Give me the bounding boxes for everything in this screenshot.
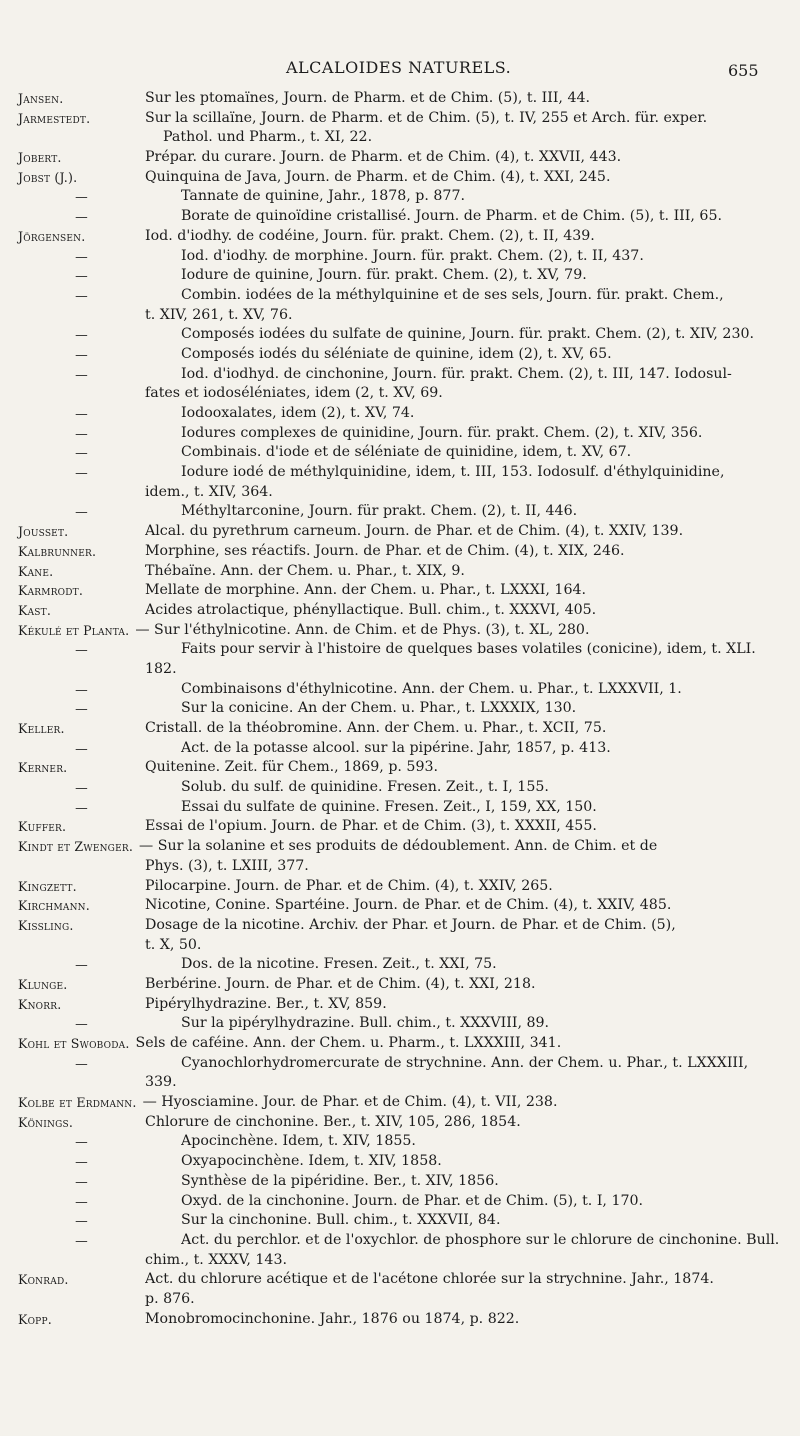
entry-text: Composés iodées du sulfate de quinine, Journ. für. prakt. Chem. (2), t. XIV, 230. [181, 326, 755, 343]
ditto-dash: — [75, 406, 88, 421]
bibliography-entry [18, 1015, 790, 1033]
entry-text: Dos. de la nicotine. Fresen. Zeit., t. XXI, 75. [181, 956, 497, 973]
ditto-dash: — [75, 189, 88, 205]
bibliography-entry [18, 956, 790, 974]
entry-text: Thébaïne. Ann. der Chem. u. Phar., t. XIX, 9. [145, 562, 465, 579]
entry-text: Quitenine. Zeit. für Chem., 1869, p. 593. [145, 759, 439, 776]
author-name: Jousset. [18, 524, 69, 540]
author-name: Kindt et Zwenger. [18, 839, 134, 855]
bibliography-entry [18, 1094, 790, 1112]
entry-text: Sur la conicine. An der Chem. u. Phar., t. LXXXIX, 130. [181, 700, 577, 717]
bibliography-entry [18, 1311, 790, 1329]
entry-continuation: idem., t. XIV, 364. [145, 483, 273, 500]
bibliography-entry [18, 149, 790, 167]
bibliography-list [18, 90, 790, 1330]
entry-text: Alcal. du pyrethrum carneum. Journ. de Phar. et de Chim. (4), t. XXIV, 139. [145, 523, 684, 540]
bibliography-entry [18, 188, 790, 206]
entry-text: Acides atrolactique, phényllactique. Bull. chim., t. XXXVI, 405. [145, 601, 597, 618]
bibliography-entry [18, 543, 790, 561]
entry-continuation: chim., t. XXXV, 143. [145, 1251, 287, 1268]
bibliography-entry [18, 700, 790, 718]
ditto-dash: — [75, 268, 88, 284]
bibliography-entry [18, 267, 790, 285]
entry-text: Composés iodés du séléniate de quinine, idem (2), t. XV, 65. [181, 345, 612, 362]
page-header [0, 58, 800, 84]
bibliography-entry [18, 208, 790, 226]
bibliography-entry [18, 1193, 790, 1211]
entry-text: Faits pour servir à l'histoire de quelques bases volatiles (conicine), idem, t. XLI. [181, 641, 756, 658]
bibliography-entry [18, 720, 790, 738]
bibliography-entry [18, 759, 790, 777]
entry-text: Mellate de morphine. Ann. der Chem. u. Phar., t. LXXXI, 164. [145, 582, 587, 599]
bibliography-entry [18, 582, 790, 600]
author-name: Knorr. [18, 996, 62, 1012]
bibliography-entry [18, 1271, 790, 1289]
bibliography-entry [18, 563, 790, 581]
author-name: Kohl et Swoboda. [18, 1036, 130, 1051]
entry-text: Solub. du sulf. de quinidine. Fresen. Zeit., t. I, 155. [181, 779, 549, 796]
bibliography-entry [18, 523, 790, 541]
entry-continuation: t. X, 50. [145, 936, 202, 953]
entry-continuation: Pathol. und Pharm., t. XI, 22. [163, 129, 373, 146]
author-name: Jörgensen. [18, 228, 86, 244]
ditto-dash: — [75, 1232, 88, 1248]
author-name: Kékulé et Planta. [18, 622, 130, 638]
bibliography-entry [18, 602, 790, 620]
ditto-dash: — [75, 799, 88, 815]
bibliography-entry [18, 228, 790, 246]
bibliography-entry [18, 326, 790, 344]
bibliography-entry [18, 996, 790, 1014]
bibliography-entry [18, 622, 790, 640]
bibliography-entry [18, 110, 790, 128]
bibliography-entry [18, 1212, 790, 1230]
entry-text: Essai du sulfate de quinine. Fresen. Zeit., I, 159, XX, 150. [181, 798, 597, 815]
bibliography-entry [18, 641, 790, 659]
author-name: Jobert. [18, 150, 62, 166]
bibliography-entry [18, 366, 790, 384]
bibliography-entry [18, 1035, 790, 1053]
bibliography-entry [18, 287, 790, 305]
author-name: Könings. [18, 1114, 74, 1130]
entry-text: Iodures complexes de quinidine, Journ. für. prakt. Chem. (2), t. XIV, 356. [181, 424, 703, 441]
entry-continuation: 339. [145, 1074, 177, 1091]
entry-text: Pipérylhydrazine. Ber., t. XV, 859. [145, 995, 387, 1012]
entry-text: Act. du chlorure acétique et de l'acétone chlorée sur la strychnine. Jahr., 1874. [145, 1271, 714, 1288]
author-name: Klunge. [18, 976, 68, 992]
bibliography-entry [18, 897, 790, 915]
ditto-dash: — [75, 327, 88, 343]
bibliography-entry [18, 503, 790, 521]
author-name: Konrad. [18, 1272, 69, 1288]
entry-continuation: p. 876. [145, 1290, 195, 1307]
ditto-dash: — [75, 1193, 88, 1209]
ditto-dash: — [75, 287, 88, 303]
entry-text: Act. du perchlor. et de l'oxychlor. de phosphore sur le chlorure de cinchonine. Bull. [181, 1231, 780, 1248]
entry-text: Cyanochlorhydromercurate de strychnine. Ann. der Chem. u. Phar., t. LXXXIII, [181, 1054, 749, 1071]
entry-text: — Sur l'éthylnicotine. Ann. de Chim. et de Phys. (3), t. XL, 280. [135, 621, 590, 638]
entry-text: Pilocarpine. Journ. de Phar. et de Chim. (4), t. XXIV, 265. [145, 877, 553, 894]
bibliography-entry [18, 799, 790, 817]
bibliography-entry [18, 444, 790, 462]
ditto-dash: — [75, 1016, 88, 1032]
author-name: Kirchmann. [18, 898, 90, 914]
bibliography-entry [18, 818, 790, 836]
ditto-dash: — [75, 642, 88, 658]
bibliography-entry [18, 1153, 790, 1171]
entry-text: Sur la cinchonine. Bull. chim., t. XXXVII, 84. [181, 1212, 501, 1229]
ditto-dash: — [75, 1154, 88, 1170]
entry-text: Combinaisons d'éthylnicotine. Ann. der Chem. u. Phar., t. LXXXVII, 1. [181, 680, 682, 697]
bibliography-entry [18, 976, 790, 994]
ditto-dash: — [75, 465, 88, 481]
bibliography-entry [18, 1173, 790, 1191]
author-name: Jansen. [18, 91, 64, 106]
ditto-dash: — [75, 445, 88, 461]
entry-text: Sur les ptomaïnes, Journ. de Pharm. et de Chim. (5), t. III, 44. [145, 90, 591, 106]
author-name: Jobst (J.). [18, 169, 78, 185]
ditto-dash: — [75, 366, 88, 382]
entry-text: Prépar. du curare. Journ. de Pharm. et de Chim. (4), t. XXVII, 443. [145, 149, 622, 166]
ditto-dash: — [75, 1173, 88, 1189]
bibliography-entry [18, 681, 790, 699]
entry-text: Iodure iodé de méthylquinidine, idem, t. III, 153. Iodosulf. d'éthylquinidine, [181, 464, 725, 481]
entry-text: Apocinchène. Idem, t. XIV, 1855. [181, 1133, 416, 1150]
entry-text: Sur la pipérylhydrazine. Bull. chim., t. XXXVIII, 89. [181, 1015, 550, 1032]
ditto-dash: — [75, 780, 88, 796]
entry-text: Sur la scillaïne, Journ. de Pharm. et de Chim. (5), t. IV, 255 et Arch. für. exper. [145, 109, 708, 126]
entry-text: Essai de l'opium. Journ. de Phar. et de Chim. (3), t. XXXII, 455. [145, 818, 597, 835]
entry-text: Quinquina de Java, Journ. de Pharm. et de Chim. (4), t. XXI, 245. [145, 168, 611, 185]
running-title: ALCALOIDES NATURELS. [286, 58, 512, 77]
entry-text: Oxyd. de la cinchonine. Journ. de Phar. et de Chim. (5), t. I, 170. [181, 1192, 644, 1209]
entry-text: Tannate de quinine, Jahr., 1878, p. 877. [181, 188, 465, 205]
entry-text: Morphine, ses réactifs. Journ. de Phar. et de Chim. (4), t. XIX, 246. [145, 542, 625, 559]
entry-text: Iod. d'iodhy. de morphine. Journ. für. prakt. Chem. (2), t. II, 437. [181, 247, 644, 264]
entry-text: Combinais. d'iode et de séléniate de quinidine, idem, t. XV, 67. [181, 444, 632, 461]
entry-text: Iodooxalates, idem (2), t. XV, 74. [181, 405, 415, 421]
author-name: Kissling. [18, 917, 74, 933]
entry-text: — Sur la solanine et ses produits de dédoublement. Ann. de Chim. et de [139, 838, 658, 855]
ditto-dash: — [75, 957, 88, 973]
bibliography-entry [18, 405, 790, 423]
bibliography-entry [18, 90, 790, 108]
ditto-dash: — [75, 346, 88, 362]
entry-text: Iod. d'iodhy. de codéine, Journ. für. prakt. Chem. (2), t. II, 439. [145, 227, 595, 244]
entry-text: Nicotine, Conine. Spartéine. Journ. de Phar. et de Chim. (4), t. XXIV, 485. [145, 897, 672, 914]
ditto-dash: — [75, 740, 88, 756]
bibliography-entry [18, 248, 790, 266]
entry-text: Iodure de quinine, Journ. für. prakt. Chem. (2), t. XV, 79. [181, 267, 587, 284]
entry-continuation: 182. [145, 660, 177, 677]
entry-continuation: t. XIV, 261, t. XV, 76. [145, 306, 293, 323]
bibliography-entry [18, 917, 790, 935]
entry-text: Act. de la potasse alcool. sur la pipérine. Jahr, 1857, p. 413. [181, 739, 611, 756]
ditto-dash: — [75, 1213, 88, 1229]
entry-text: Dosage de la nicotine. Archiv. der Phar. et Journ. de Phar. et de Chim. (5), [145, 916, 676, 933]
ditto-dash: — [75, 681, 88, 697]
ditto-dash: — [75, 1134, 88, 1150]
bibliography-entry [18, 1114, 790, 1132]
author-name: Kerner. [18, 760, 68, 776]
entry-text: Oxyapocinchène. Idem, t. XIV, 1858. [181, 1153, 442, 1170]
ditto-dash: — [75, 248, 88, 264]
bibliography-entry [18, 1133, 790, 1151]
entry-text: — Hyosciamine. Jour. de Phar. et de Chim. (4), t. VII, 238. [142, 1094, 558, 1111]
entry-text: Berbérine. Journ. de Phar. et de Chim. (4), t. XXI, 218. [145, 975, 536, 992]
entry-text: Monobromocinchonine. Jahr., 1876 ou 1874, p. 822. [145, 1310, 520, 1327]
bibliography-entry [18, 838, 790, 856]
author-name: Kopp. [18, 1311, 52, 1327]
bibliography-entry [18, 169, 790, 187]
entry-text: Chlorure de cinchonine. Ber., t. XIV, 105, 286, 1854. [145, 1113, 521, 1130]
bibliography-entry [18, 1055, 790, 1073]
bibliography-entry [18, 464, 790, 482]
entry-text: Iod. d'iodhyd. de cinchonine, Journ. für. prakt. Chem. (2), t. III, 147. Iodosul- [181, 365, 732, 382]
author-name: Kast. [18, 602, 52, 618]
ditto-dash: — [75, 1055, 88, 1071]
author-name: Karmrodt. [18, 583, 84, 599]
bibliography-entry [18, 740, 790, 758]
ditto-dash: — [75, 209, 88, 225]
entry-text: Méthyltarconine, Journ. für prakt. Chem. (2), t. II, 446. [181, 503, 578, 520]
page-number: 655 [728, 61, 759, 80]
entry-text: Cristall. de la théobromine. Ann. der Chem. u. Phar., t. XCII, 75. [145, 720, 607, 736]
author-name: Kolbe et Erdmann. [18, 1095, 137, 1111]
bibliography-entry [18, 878, 790, 896]
author-name: Jarmestedt. [18, 110, 91, 126]
entry-text: Borate de quinoïdine cristallisé. Journ. de Pharm. et de Chim. (5), t. III, 65. [181, 208, 722, 225]
author-name: Kalbrunner. [18, 543, 97, 559]
ditto-dash: — [75, 701, 88, 717]
entry-text: Synthèse de la pipéridine. Ber., t. XIV, 1856. [181, 1172, 499, 1189]
bibliography-entry [18, 346, 790, 364]
author-name: Kane. [18, 563, 54, 579]
entry-continuation: fates et iodoséléniates, idem (2, t. XV, 69. [145, 385, 443, 402]
bibliography-entry [18, 1232, 790, 1250]
author-name: Keller. [18, 721, 65, 736]
entry-continuation: Phys. (3), t. LXIII, 377. [145, 857, 309, 874]
author-name: Kuffer. [18, 819, 67, 835]
entry-text: Combin. iodées de la méthylquinine et de ses sels, Journ. für. prakt. Chem., [181, 286, 724, 303]
bibliography-entry [18, 425, 790, 443]
entry-text: Sels de caféine. Ann. der Chem. u. Pharm., t. LXXXIII, 341. [135, 1035, 562, 1051]
bibliography-entry [18, 779, 790, 797]
ditto-dash: — [75, 425, 88, 441]
ditto-dash: — [75, 504, 88, 520]
author-name: Kingzett. [18, 878, 77, 894]
